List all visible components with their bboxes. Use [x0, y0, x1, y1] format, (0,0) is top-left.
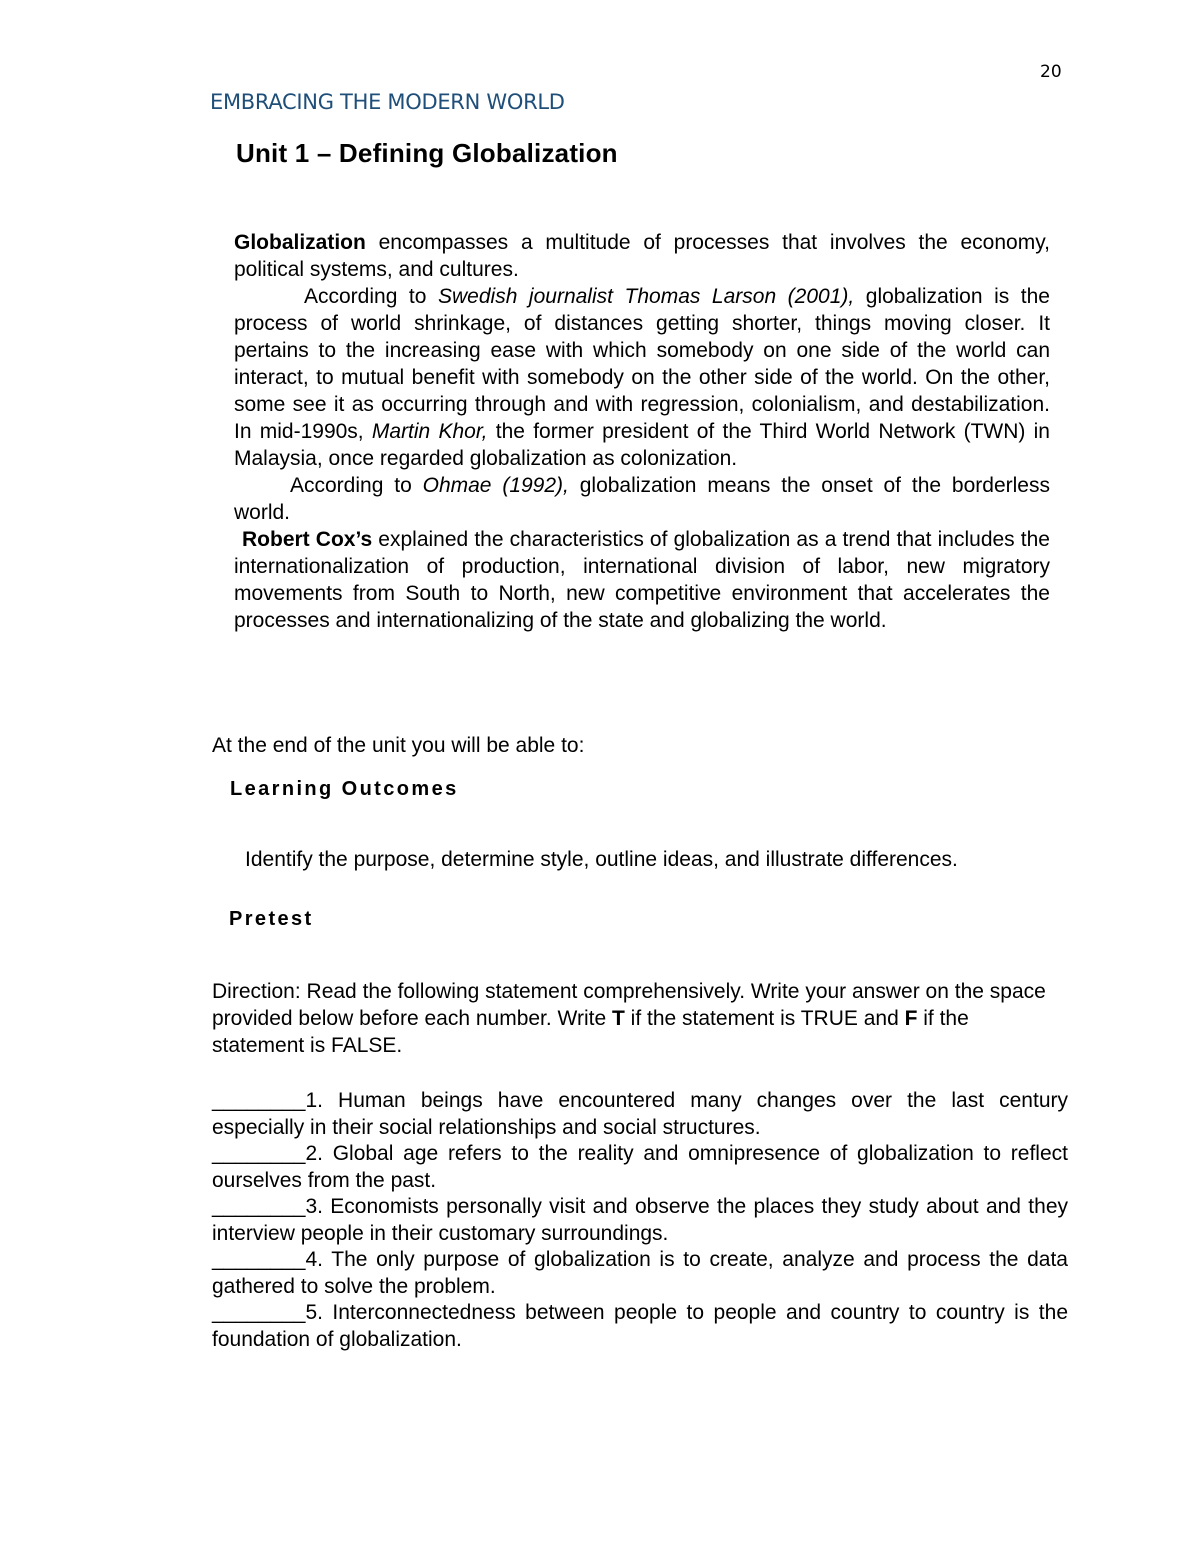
source-larson: Swedish journalist Thomas Larson (2001),	[438, 285, 855, 308]
pretest-item	[212, 1088, 1068, 1141]
direction-text-b: if the statement is TRUE and	[624, 1007, 905, 1030]
unit-title: Unit 1 – Defining Globalization	[236, 138, 618, 168]
learning-outcomes-heading: Learning Outcomes	[230, 778, 459, 800]
end-of-unit-text: At the end of the unit you will be able to:	[212, 734, 585, 757]
intro-paragraph-1	[234, 229, 1050, 283]
item-text: 4. The only purpose of globalization is to create, analyze and process the data gathered to solve the problem.	[212, 1248, 1068, 1298]
pretest-heading: Pretest	[229, 908, 314, 930]
intro-paragraph-2	[234, 283, 1050, 472]
pretest-item	[212, 1194, 1068, 1247]
item-text: 5. Interconnectedness between people to people and country to country is the foundation of globalization.	[212, 1301, 1068, 1351]
answer-blank[interactable]: ________	[212, 1142, 306, 1165]
keyword-globalization: Globalization	[234, 231, 366, 254]
page-number: 20	[1040, 62, 1062, 82]
intro-paragraph-3	[234, 472, 1050, 526]
answer-blank[interactable]: ________	[212, 1248, 306, 1271]
direction-text-c: if the statement is FALSE.	[212, 1007, 969, 1057]
item-text: 1. Human beings have encountered many changes over the last century especially in their social relationships and social structures.	[212, 1089, 1068, 1139]
keyword-robert-cox: Robert Cox’s	[242, 528, 373, 551]
answer-blank[interactable]: ________	[212, 1089, 306, 1112]
true-letter: T	[612, 1007, 625, 1030]
source-ohmae: Ohmae (1992),	[422, 474, 569, 497]
intro-p2-lead: According to	[304, 285, 438, 308]
pretest-direction	[212, 978, 1062, 1059]
direction-text-a: Direction: Read the following statement comprehensively. Write your answer on the space provided below before each number. Write	[212, 980, 1046, 1030]
pretest-item	[212, 1300, 1068, 1353]
intro-p2-text: globalization is the process of world shrinkage, of distances getting shorter, things moving closer. It pertains to the increasing ease with which somebody on one side of the world can interact, to mutual benefit with somebody on the other side of the world. On the other, some see it as occurring through and with regression, colonialism, and destabilization. In mid-1990s,	[234, 285, 1050, 443]
pretest-item	[212, 1141, 1068, 1194]
item-text: 3. Economists personally visit and observe the places they study about and they interview people in their customary surroundings.	[212, 1195, 1068, 1245]
intro-p4-text: explained the characteristics of globalization as a trend that includes the internationalization of production, international division of labor, new migratory movements from South to North, new competitive environment that accelerates the processes and internationalizing of the state and globalizing the world.	[234, 528, 1050, 632]
pretest-item	[212, 1247, 1068, 1300]
direction-paragraph	[212, 978, 1062, 1059]
source-khor: Martin Khor,	[371, 420, 488, 443]
answer-blank[interactable]: ________	[212, 1195, 306, 1218]
item-text: 2. Global age refers to the reality and omnipresence of globalization to reflect ourselves from the past.	[212, 1142, 1068, 1192]
intro-p3-text: globalization means the onset of the borderless world.	[234, 474, 1050, 524]
learning-outcomes-text: Identify the purpose, determine style, outline ideas, and illustrate differences.	[245, 848, 958, 871]
running-header: EMBRACING THE MODERN WORLD	[210, 90, 565, 114]
intro-p2-text2: the former president of the Third World Network (TWN) in Malaysia, once regarded globalization as colonization.	[234, 420, 1050, 470]
false-letter: F	[904, 1007, 918, 1030]
answer-blank[interactable]: ________	[212, 1301, 306, 1324]
intro-p1-text: encompasses a multitude of processes that involves the economy, political systems, and cultures.	[234, 231, 1050, 281]
intro-section	[234, 229, 1050, 634]
pretest-items	[212, 1088, 1068, 1353]
intro-paragraph-4	[234, 526, 1050, 634]
intro-p3-lead: According to	[290, 474, 423, 497]
